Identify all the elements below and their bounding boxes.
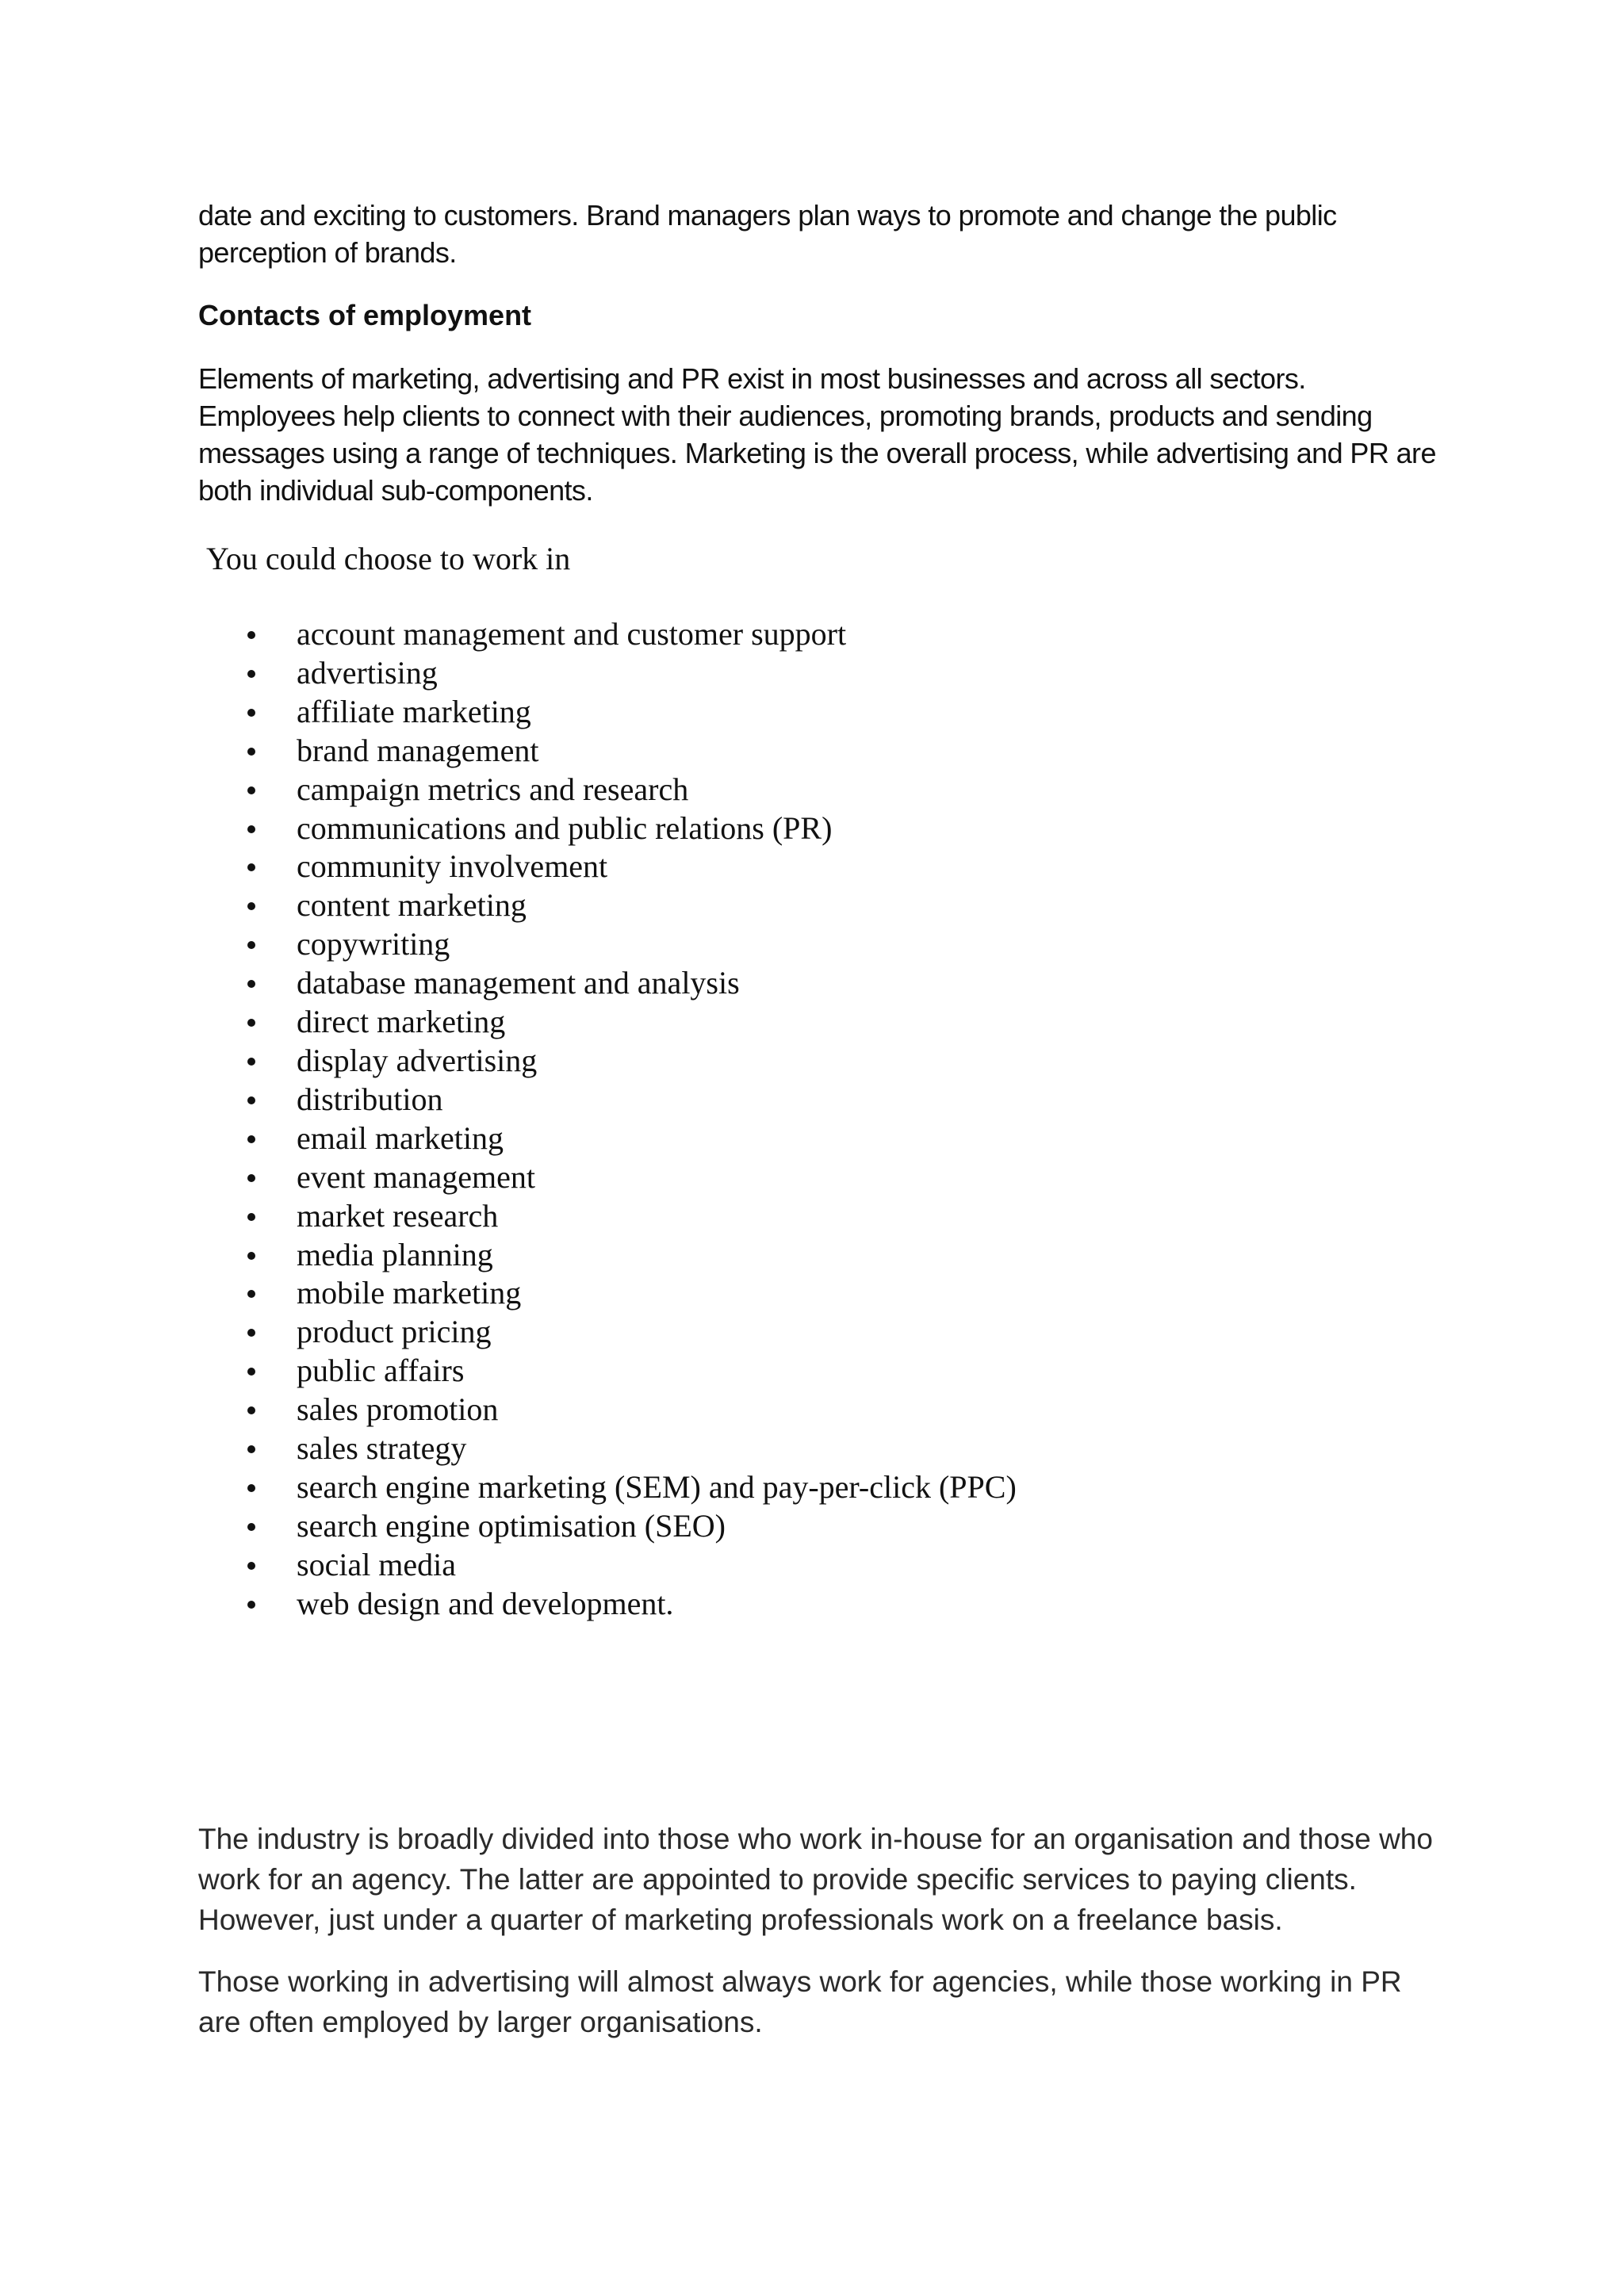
list-item: advertising <box>238 654 1017 693</box>
list-item: database management and analysis <box>238 964 1017 1003</box>
bullet-icon <box>247 1174 255 1182</box>
bullet-icon <box>247 941 255 949</box>
bullet-icon <box>247 786 255 794</box>
section-heading: Contacts of employment <box>198 299 532 331</box>
list-item: public affairs <box>238 1352 1017 1391</box>
bullet-icon <box>247 631 255 639</box>
list-item: content marketing <box>238 886 1017 925</box>
bullet-icon <box>247 1601 255 1609</box>
list-item: community involvement <box>238 848 1017 886</box>
bullet-icon <box>247 1213 255 1221</box>
work-areas-list <box>238 615 1017 1624</box>
list-item: search engine marketing (SEM) and pay-per-click (PPC) <box>238 1468 1017 1507</box>
list-item: account management and customer support <box>238 615 1017 654</box>
bullet-icon <box>247 1135 255 1143</box>
bullet-icon <box>247 1406 255 1414</box>
list-item: sales strategy <box>238 1429 1017 1468</box>
list-item: affiliate marketing <box>238 693 1017 732</box>
bullet-icon <box>247 748 255 756</box>
elements-paragraph: Elements of marketing, advertising and PR exist in most businesses and across all sectors. Employees help clients to connect with their audiences, promoting brands, products and sending messages using a range of techniques. Marketing is the overall process, while advertising and PR are both individual sub-components. <box>198 362 1436 507</box>
bullet-icon <box>247 1019 255 1027</box>
bullet-icon <box>247 1096 255 1104</box>
bullet-icon <box>247 1368 255 1376</box>
list-item: communications and public relations (PR) <box>238 809 1017 848</box>
list-item: display advertising <box>238 1042 1017 1081</box>
bullet-icon <box>247 1445 255 1453</box>
list-item: sales promotion <box>238 1391 1017 1429</box>
bullet-icon <box>247 980 255 988</box>
bullet-icon <box>247 863 255 871</box>
opening-paragraph: date and exciting to customers. Brand managers plan ways to promote and change the public perception of brands. <box>198 199 1337 269</box>
bullet-icon <box>247 709 255 717</box>
list-item: market research <box>238 1197 1017 1236</box>
list-item: copywriting <box>238 925 1017 964</box>
bullet-icon <box>247 1290 255 1298</box>
list-item: campaign metrics and research <box>238 771 1017 809</box>
list-item: email marketing <box>238 1119 1017 1158</box>
bullet-icon <box>247 902 255 910</box>
bullet-icon <box>247 1252 255 1260</box>
list-item: event management <box>238 1158 1017 1197</box>
list-item: search engine optimisation (SEO) <box>238 1507 1017 1546</box>
bullet-icon <box>247 1058 255 1066</box>
list-item: brand management <box>238 732 1017 771</box>
bullet-icon <box>247 1523 255 1531</box>
advertising-paragraph: Those working in advertising will almost always work for agencies, while those working in PR are often employed by larger organisations. <box>198 1965 1402 2038</box>
bullet-icon <box>247 825 255 833</box>
bullet-icon <box>247 1484 255 1492</box>
list-item: distribution <box>238 1081 1017 1119</box>
list-item: mobile marketing <box>238 1274 1017 1313</box>
list-item: media planning <box>238 1236 1017 1275</box>
list-item: direct marketing <box>238 1003 1017 1042</box>
list-item: product pricing <box>238 1313 1017 1352</box>
list-intro: You could choose to work in <box>206 541 571 576</box>
list-item: social media <box>238 1546 1017 1585</box>
bullet-icon <box>247 670 255 678</box>
bullet-icon <box>247 1562 255 1570</box>
list-item: web design and development. <box>238 1585 1017 1624</box>
industry-paragraph: The industry is broadly divided into those who work in-house for an organisation and those who work for an agency. The latter are appointed to provide specific services to paying clients. However, just under a quarter of marketing professionals work on a freelance basis. <box>198 1823 1433 1936</box>
bullet-icon <box>247 1329 255 1337</box>
